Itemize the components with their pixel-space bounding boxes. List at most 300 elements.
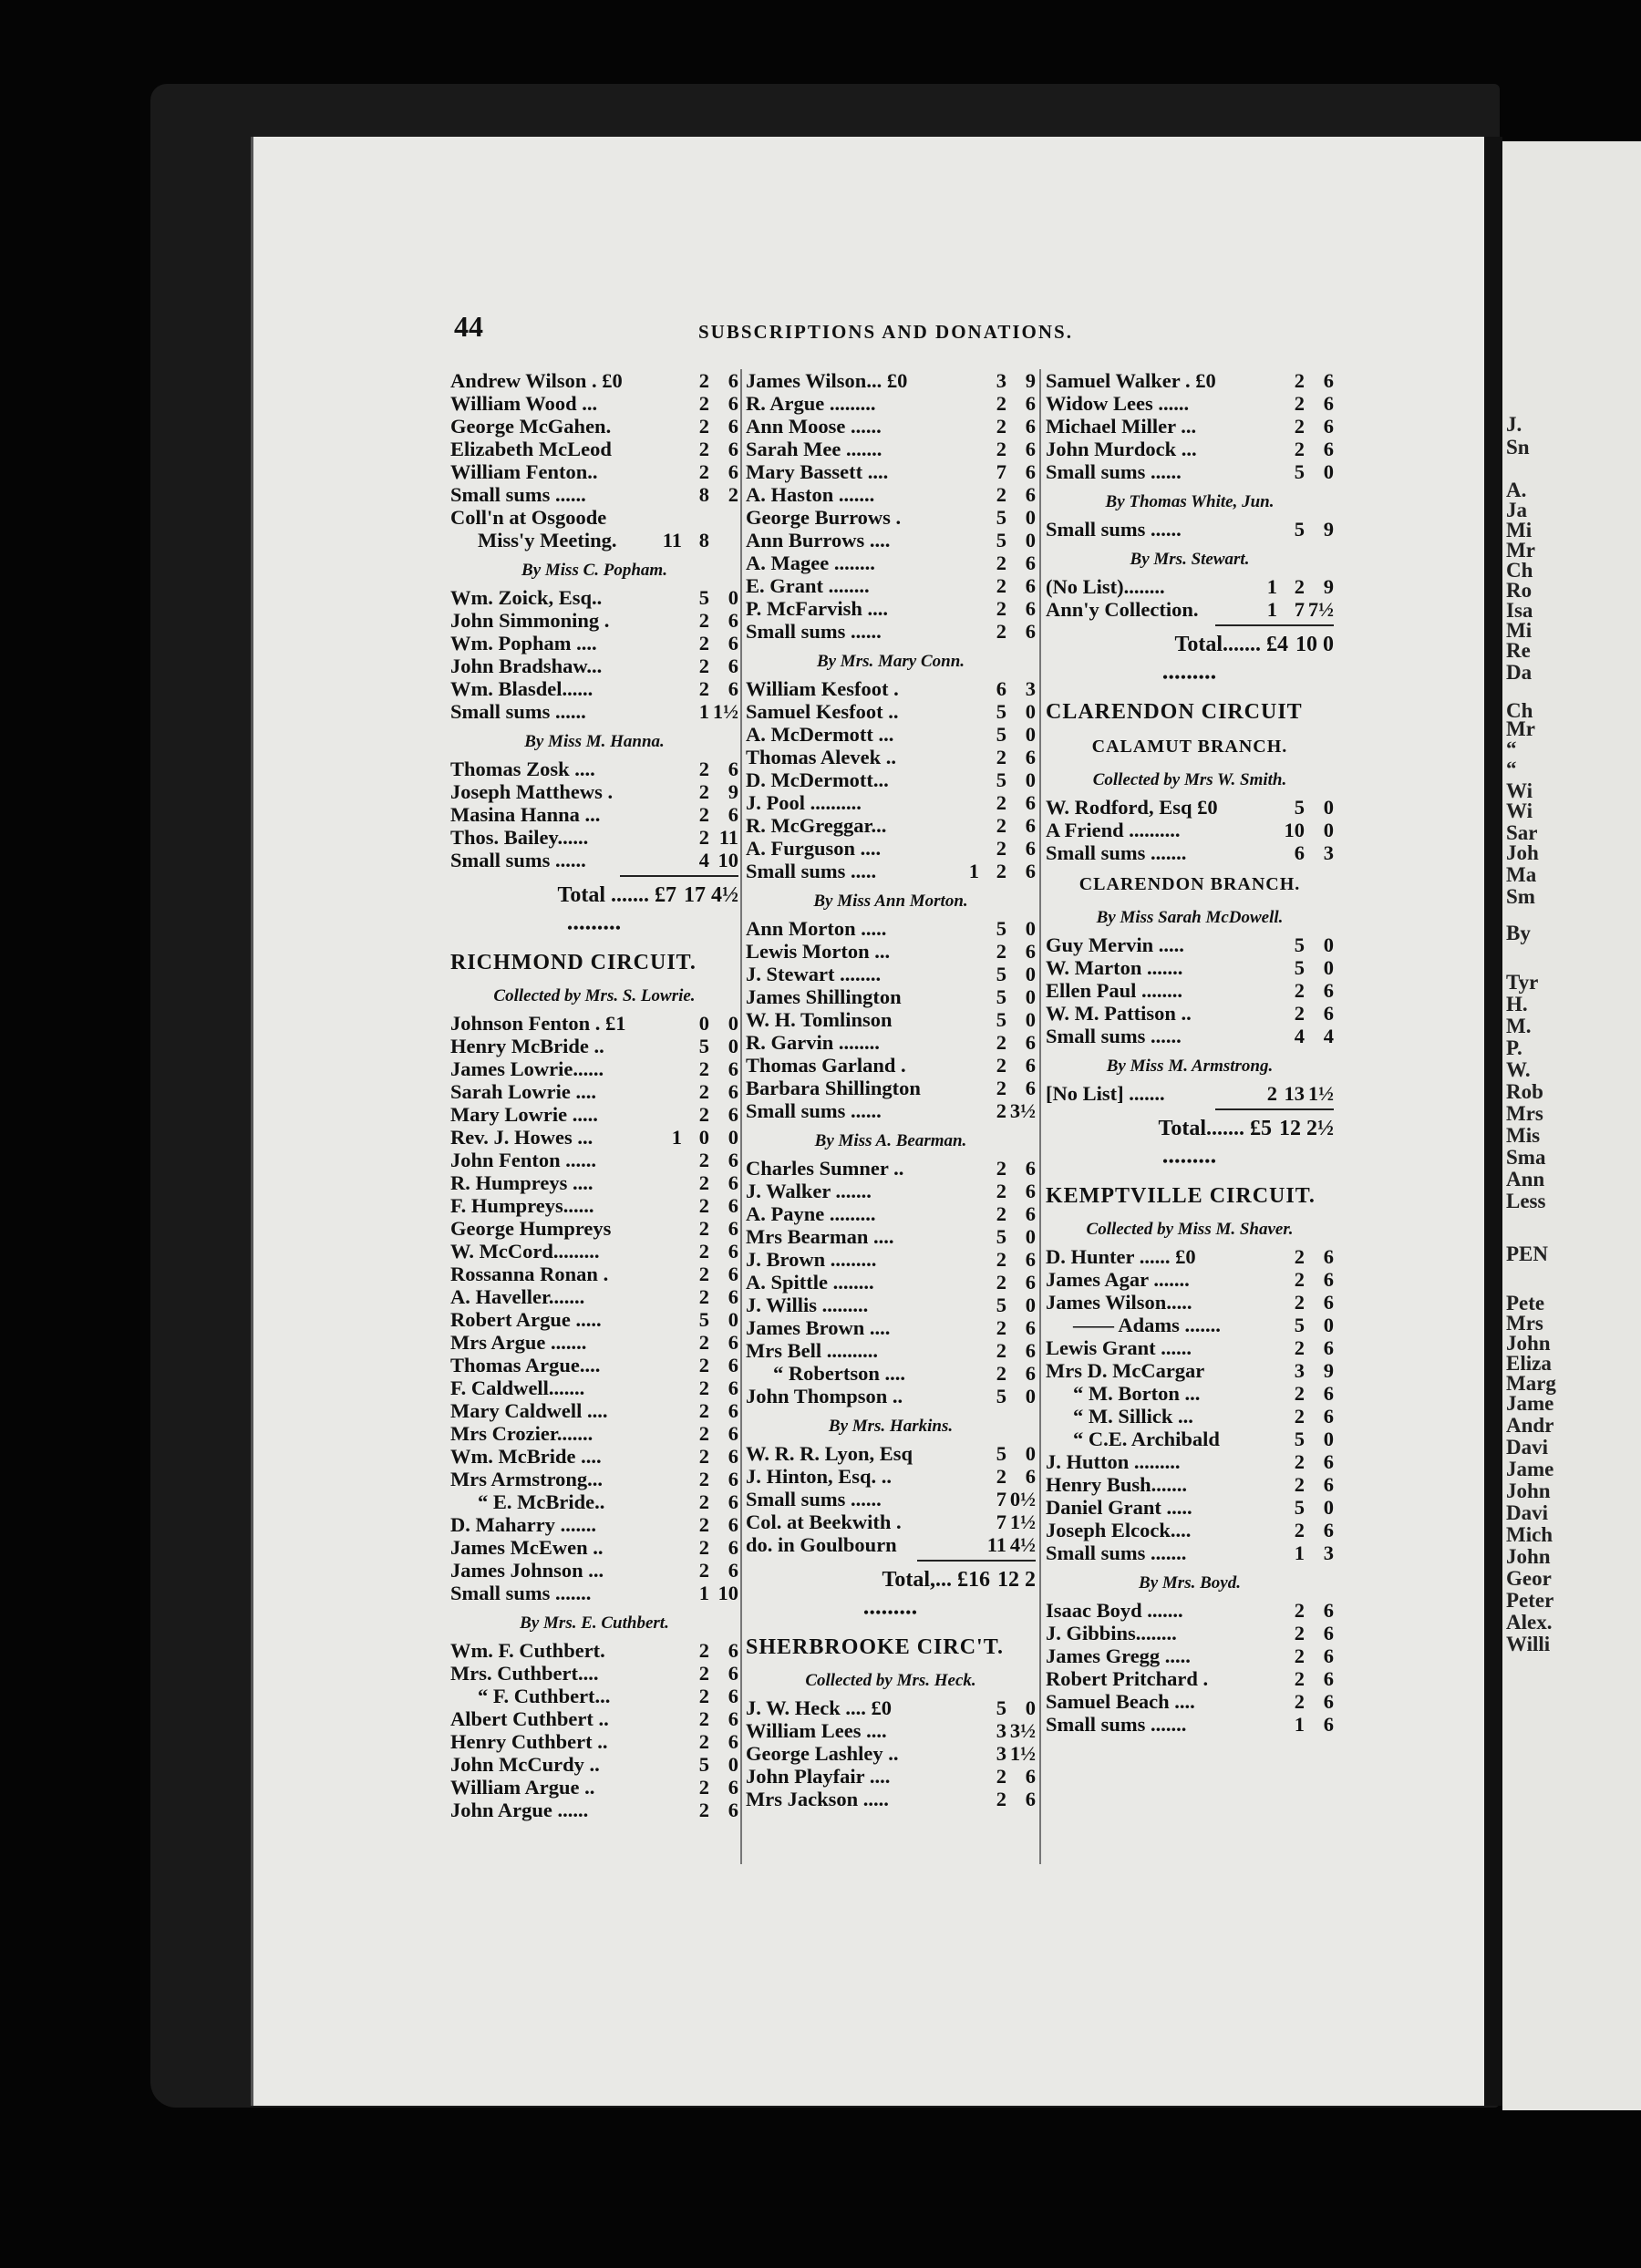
- entry-name: Thomas Alevek ..: [746, 746, 897, 768]
- amount-pence: 0: [1025, 963, 1036, 985]
- amount-pounds: [950, 552, 979, 574]
- entry-row: [450, 1513, 738, 1536]
- entry-name: Col. at Beekwith .: [746, 1510, 902, 1533]
- entry-name: Samuel Beach ....: [1046, 1690, 1195, 1713]
- entry-name: James McEwen ..: [450, 1536, 604, 1559]
- amount-pounds: [950, 1248, 979, 1271]
- amount-pence: 6: [1025, 1765, 1036, 1788]
- entry-name: Robert Pritchard .: [1046, 1667, 1209, 1690]
- amount-pence: 0: [1323, 1314, 1334, 1336]
- entry-name: J. Walker .......: [746, 1180, 872, 1202]
- entry-name: W. R. R. Lyon, Esq: [746, 1442, 913, 1465]
- entry-name: J. Brown .........: [746, 1248, 877, 1271]
- entry-row: [450, 1012, 738, 1035]
- amount-pence: 1½: [712, 700, 738, 723]
- amount-pence: 6: [1025, 1157, 1036, 1180]
- next-page-fragment: PEN: [1506, 1242, 1548, 1265]
- entry-name: Mrs D. McCargar: [1046, 1359, 1205, 1382]
- amount-pounds: [653, 1799, 682, 1821]
- amount-shillings: 2: [698, 655, 709, 677]
- amount-pence: 0: [1025, 985, 1036, 1008]
- entry-name: “ Robertson ....: [773, 1362, 905, 1385]
- amount-shillings: 7: [996, 1488, 1006, 1510]
- entry-row: [1046, 1405, 1334, 1428]
- amount-pence: 6: [728, 1331, 738, 1354]
- entry-row: [746, 506, 1036, 529]
- amount-shillings: 2: [698, 803, 709, 826]
- amount-pence: 0: [1323, 933, 1334, 956]
- amount-shillings: 2: [996, 860, 1006, 882]
- amount-pence: 6: [1323, 1690, 1334, 1713]
- amount-pence: 10: [717, 849, 738, 871]
- amount-pounds: [653, 1662, 682, 1685]
- amount-pounds: [950, 506, 979, 529]
- next-page-fragment: Willi: [1506, 1633, 1551, 1655]
- entry-row: [450, 1126, 738, 1149]
- entry-row: [450, 586, 738, 609]
- entry-name: Small sums .....: [746, 860, 877, 882]
- amount-pounds: [1248, 1541, 1277, 1564]
- entry-name: “ M. Borton ...: [1073, 1382, 1201, 1405]
- amount-shillings: 2: [698, 1662, 709, 1685]
- amount-shillings: 5: [1294, 1428, 1305, 1450]
- entry-row: [450, 460, 738, 483]
- entry-row: [450, 1331, 738, 1354]
- amount-shillings: 2: [698, 1513, 709, 1536]
- entry-row: [1046, 1382, 1334, 1405]
- total-label: Total ....... £7: [557, 883, 676, 907]
- amount-pounds: [950, 369, 979, 392]
- entry-name: J. Hutton .........: [1046, 1450, 1181, 1473]
- next-page-fragment: John: [1506, 1332, 1551, 1355]
- entry-name: Ann Morton .....: [746, 917, 887, 940]
- amount-pence: 0: [728, 586, 738, 609]
- amount-pence: 6: [728, 1776, 738, 1799]
- next-page-fragment: Davi: [1506, 1501, 1548, 1524]
- amount-pounds: [950, 1099, 979, 1122]
- amount-pounds: [950, 415, 979, 438]
- entry-name: Lewis Morton ...: [746, 940, 891, 963]
- entry-row: [1046, 598, 1334, 621]
- entry-name: William Lees ....: [746, 1719, 887, 1742]
- amount-shillings: 2: [698, 1285, 709, 1308]
- amount-shillings: 2: [1294, 1291, 1305, 1314]
- entry-name: Mrs Crozier.......: [450, 1422, 593, 1445]
- running-head: SUBSCRIPTIONS AND DONATIONS.: [698, 321, 1073, 343]
- amount-pence: 6: [1025, 483, 1036, 506]
- amount-shillings: 2: [1294, 392, 1305, 415]
- entry-name: W. M. Pattison ..: [1046, 1002, 1192, 1025]
- entry-row: [1046, 1473, 1334, 1496]
- amount-pence: 0: [1323, 460, 1334, 483]
- entry-row: [450, 1559, 738, 1582]
- entry-row: [450, 849, 738, 871]
- entry-row: [746, 791, 1036, 814]
- amount-shillings: 5: [996, 529, 1006, 552]
- amount-pence: 6: [728, 1445, 738, 1468]
- next-page-fragment: Ja: [1506, 499, 1527, 521]
- amount-shillings: 2: [996, 1788, 1006, 1810]
- amount-shillings: 2: [1294, 1644, 1305, 1667]
- amount-shillings: 1: [1294, 1541, 1305, 1564]
- amount-pence: 6: [1025, 1788, 1036, 1810]
- amount-pounds: [1248, 1002, 1277, 1025]
- entry-row: [746, 415, 1036, 438]
- amount-pence: 4½: [1009, 1533, 1036, 1556]
- next-page-fragment: Mr: [1506, 539, 1535, 562]
- amount-pounds: [950, 1362, 979, 1385]
- entry-row: [450, 609, 738, 632]
- amount-shillings: 2: [698, 758, 709, 780]
- amount-shillings: 2: [698, 460, 709, 483]
- amount-pounds: [1248, 1359, 1277, 1382]
- amount-pence: 6: [1025, 1271, 1036, 1294]
- amount-shillings: 5: [996, 700, 1006, 723]
- collector-heading: By Miss Sarah McDowell.: [1096, 908, 1284, 927]
- amount-pounds: 2: [1266, 1082, 1277, 1105]
- entry-name: P. McFarvish ....: [746, 597, 889, 620]
- entry-name: Small sums ......: [450, 849, 586, 871]
- amount-pounds: [653, 826, 682, 849]
- entry-row: [746, 1054, 1036, 1077]
- next-page-edge: [1502, 141, 1641, 2110]
- entry-row: [1046, 1268, 1334, 1291]
- entry-name: Mary Caldwell ....: [450, 1399, 608, 1422]
- next-page-fragment: Wi: [1506, 779, 1533, 802]
- entry-name: J. Gibbins........: [1046, 1622, 1177, 1644]
- entry-row: [746, 1316, 1036, 1339]
- amount-shillings: 5: [996, 1442, 1006, 1465]
- entry-row: [746, 620, 1036, 643]
- amount-pence: 0: [1025, 723, 1036, 746]
- amount-pence: 0: [1025, 1008, 1036, 1031]
- entry-name: Wm. Zoick, Esq..: [450, 586, 603, 609]
- amount-pounds: [653, 677, 682, 700]
- amount-pence: 6: [728, 1559, 738, 1582]
- amount-pence: [709, 529, 738, 552]
- entry-name: Joseph Matthews .: [450, 780, 614, 803]
- amount-shillings: 2: [996, 814, 1006, 837]
- next-page-fragment: “: [1506, 737, 1517, 760]
- entry-row: [746, 438, 1036, 460]
- next-page-fragment: A.: [1506, 479, 1527, 501]
- column-3: [1046, 369, 1334, 1736]
- entry-name: A. Magee ........: [746, 552, 875, 574]
- entry-name: James Wilson.....: [1046, 1291, 1192, 1314]
- amount-pounds: [653, 1285, 682, 1308]
- entry-name: J. Pool ..........: [746, 791, 862, 814]
- total-row: [1046, 1118, 1334, 1143]
- entry-row: [1046, 796, 1334, 819]
- entry-name: George Lashley ..: [746, 1742, 899, 1765]
- amount-shillings: 2: [996, 1157, 1006, 1180]
- collector-heading: By Mrs. Mary Conn.: [816, 652, 965, 671]
- entry-name: J. W. Heck .... £0: [746, 1696, 893, 1719]
- amount-pounds: [653, 1354, 682, 1376]
- amount-shillings: 2: [698, 1240, 709, 1263]
- entry-name: R. Argue .........: [746, 392, 876, 415]
- entry-name: Masina Hanna ...: [450, 803, 601, 826]
- entry-row: [1046, 1690, 1334, 1713]
- amount-shillings: 2: [1294, 1519, 1305, 1541]
- amount-pence: 6: [728, 1422, 738, 1445]
- amount-pence: 6: [1025, 1202, 1036, 1225]
- entry-name: Ann Burrows ....: [746, 529, 891, 552]
- entry-name: George McGahen.: [450, 415, 612, 438]
- amount-shillings: 2: [996, 483, 1006, 506]
- amount-pounds: [653, 1376, 682, 1399]
- entry-row: [746, 552, 1036, 574]
- amount-shillings: 2: [698, 392, 709, 415]
- entry-name: William Argue ..: [450, 1776, 595, 1799]
- amount-shillings: 2: [1294, 1473, 1305, 1496]
- entry-name: John Playfair ....: [746, 1765, 891, 1788]
- amount-pence: 6: [728, 438, 738, 460]
- amount-pounds: [950, 1510, 979, 1533]
- entry-row: [450, 438, 738, 460]
- entry-name: John Fenton ......: [450, 1149, 597, 1171]
- amount-pence: 10: [717, 1582, 738, 1604]
- entry-row: [1046, 415, 1334, 438]
- amount-pounds: [950, 597, 979, 620]
- next-page-fragment: Mr: [1506, 717, 1535, 740]
- entry-row: [746, 460, 1036, 483]
- amount-shillings: 5: [1294, 933, 1305, 956]
- entry-name: “ C.E. Archibald: [1073, 1428, 1220, 1450]
- amount-pence: 6: [728, 1057, 738, 1080]
- amount-pounds: [950, 483, 979, 506]
- amount-pounds: [1248, 460, 1277, 483]
- total-label: Total,... £16: [882, 1568, 990, 1592]
- entry-row: [450, 803, 738, 826]
- entry-name: John Thompson ..: [746, 1385, 903, 1407]
- amount-shillings: 5: [996, 1696, 1006, 1719]
- amount-shillings: 5: [996, 506, 1006, 529]
- amount-pounds: [653, 849, 682, 871]
- entry-row: [1046, 392, 1334, 415]
- entry-row: [1046, 1622, 1334, 1644]
- entry-name: James Gregg .....: [1046, 1644, 1191, 1667]
- ornament-divider: •••••••••: [1162, 1154, 1217, 1170]
- amount-pence: 1½: [1009, 1510, 1036, 1533]
- entry-name: “ M. Sillick ...: [1073, 1405, 1193, 1428]
- amount-pounds: [1248, 979, 1277, 1002]
- entry-row: [746, 940, 1036, 963]
- entry-name: Mrs Armstrong...: [450, 1468, 604, 1490]
- next-page-fragment: Mis: [1506, 1124, 1541, 1147]
- amount-pence: 6: [728, 1707, 738, 1730]
- amount-shillings: 8: [698, 483, 709, 506]
- collector-heading: By Mrs. Stewart.: [1130, 550, 1250, 569]
- entry-name: J. Stewart ........: [746, 963, 882, 985]
- amount-pence: 6: [1323, 979, 1334, 1002]
- collector-heading: Collected by Mrs. S. Lowrie.: [493, 986, 696, 1005]
- amount-pounds: [1248, 819, 1277, 841]
- entry-row: [450, 1399, 738, 1422]
- entry-row: [450, 1639, 738, 1662]
- entry-name: Michael Miller ...: [1046, 415, 1197, 438]
- amount-pounds: 1: [968, 860, 979, 882]
- amount-pounds: [653, 632, 682, 655]
- amount-pounds: [653, 392, 682, 415]
- entry-name: J. Willis .........: [746, 1294, 869, 1316]
- amount-pence: 6: [1323, 1713, 1334, 1736]
- amount-pounds: [1248, 841, 1277, 864]
- amount-pence: 0: [728, 1308, 738, 1331]
- amount-pence: 0: [1323, 956, 1334, 979]
- next-page-fragment: Mrs: [1506, 1312, 1543, 1335]
- next-page-fragment: Pete: [1506, 1292, 1545, 1314]
- entry-row: [746, 1294, 1036, 1316]
- amount-pence: 0: [1323, 796, 1334, 819]
- next-page-fragment: P.: [1506, 1036, 1522, 1059]
- amount-pounds: [653, 1707, 682, 1730]
- entry-row: [450, 1035, 738, 1057]
- next-page-fragment: Isa: [1506, 599, 1533, 622]
- amount-pence: 6: [1025, 574, 1036, 597]
- amount-pounds: [1248, 1473, 1277, 1496]
- entry-row: [746, 677, 1036, 700]
- amount-pence: 6: [728, 1354, 738, 1376]
- amount-pence: 6: [1025, 814, 1036, 837]
- amount-shillings: 2: [698, 1559, 709, 1582]
- amount-pounds: [1248, 1519, 1277, 1541]
- amount-pounds: [653, 1308, 682, 1331]
- amount-pounds: [653, 1171, 682, 1194]
- entry-row: [746, 700, 1036, 723]
- entry-name: John Simmoning .: [450, 609, 610, 632]
- amount-shillings: 2: [698, 1171, 709, 1194]
- amount-pence: 6: [1323, 1644, 1334, 1667]
- amount-shillings: 2: [1294, 1268, 1305, 1291]
- amount-shillings: 13: [1284, 1082, 1305, 1105]
- amount-pounds: [950, 1316, 979, 1339]
- entry-name: Miss'y Meeting.: [478, 529, 617, 552]
- amount-pence: 6: [728, 803, 738, 826]
- amount-pounds: [1248, 1644, 1277, 1667]
- amount-pence: 6: [728, 655, 738, 677]
- entry-name: William Wood ...: [450, 392, 598, 415]
- amount-pounds: [950, 1742, 979, 1765]
- amount-shillings: 2: [996, 1054, 1006, 1077]
- next-page-fragment: Mrs: [1506, 1102, 1543, 1125]
- collector-heading: Collected by Miss M. Shaver.: [1086, 1220, 1294, 1239]
- entry-name: Andrew Wilson . £0: [450, 369, 623, 392]
- amount-pence: 6: [728, 1490, 738, 1513]
- entry-row: [746, 1077, 1036, 1099]
- entry-row: [746, 392, 1036, 415]
- entry-name: John Murdock ...: [1046, 438, 1197, 460]
- entry-row: [746, 837, 1036, 860]
- entry-row: [450, 1662, 738, 1685]
- entry-row: [1046, 1245, 1334, 1268]
- next-page-fragment: Andr: [1506, 1414, 1554, 1437]
- amount-shillings: 5: [698, 1308, 709, 1331]
- entry-name: Wm. F. Cuthbert.: [450, 1639, 605, 1662]
- entry-row: [746, 1765, 1036, 1788]
- entry-name: R. McGreggar...: [746, 814, 887, 837]
- amount-shillings: 2: [996, 791, 1006, 814]
- entry-row: [450, 392, 738, 415]
- amount-pence: 9: [1323, 575, 1334, 598]
- next-page-fragment: Mi: [1506, 519, 1533, 541]
- amount-pence: 3: [1025, 677, 1036, 700]
- next-page-fragment: Ro: [1506, 579, 1533, 602]
- amount-pence: 6: [1025, 620, 1036, 643]
- amount-pence: 6: [728, 1217, 738, 1240]
- ornament-divider: •••••••••: [863, 1605, 918, 1621]
- amount-pounds: [653, 1536, 682, 1559]
- amount-shillings: 2: [698, 415, 709, 438]
- entry-row: [746, 1488, 1036, 1510]
- next-page-fragment: Less: [1506, 1190, 1546, 1212]
- amount-pounds: 1: [1266, 598, 1277, 621]
- entry-row: [1046, 1519, 1334, 1541]
- amount-pence: 6: [1323, 1245, 1334, 1268]
- amount-shillings: 2: [698, 1445, 709, 1468]
- amount-pounds: [950, 1765, 979, 1788]
- amount-shillings: 5: [1294, 1314, 1305, 1336]
- amount-pounds: [950, 1465, 979, 1488]
- amount-shillings: 5: [996, 963, 1006, 985]
- entry-row: [746, 1696, 1036, 1719]
- circuit-heading: CLARENDON CIRCUIT: [1046, 700, 1303, 724]
- amount-pence: 1½: [1009, 1742, 1036, 1765]
- entry-row: [746, 483, 1036, 506]
- amount-pence: 2: [728, 483, 738, 506]
- amount-pounds: [950, 392, 979, 415]
- amount-shillings: 2: [996, 746, 1006, 768]
- entry-name: W. Marton .......: [1046, 956, 1183, 979]
- entry-row: [746, 814, 1036, 837]
- entry-name: James Lowrie......: [450, 1057, 604, 1080]
- amount-shillings: 2: [1294, 369, 1305, 392]
- total-row: [746, 1569, 1036, 1594]
- amount-pence: 1½: [1307, 1082, 1334, 1105]
- amount-pence: 0: [1025, 1442, 1036, 1465]
- amount-shillings: 2: [996, 1248, 1006, 1271]
- amount-pence: 3: [1323, 1541, 1334, 1564]
- amount-pence: 6: [1025, 597, 1036, 620]
- entry-row: [450, 1468, 738, 1490]
- circuit-heading: RICHMOND CIRCUIT.: [450, 951, 697, 974]
- entry-row: [450, 700, 738, 723]
- amount-pence: 0: [1025, 529, 1036, 552]
- next-page-fragment: Ann: [1506, 1168, 1545, 1191]
- entry-name: Rossanna Ronan .: [450, 1263, 609, 1285]
- amount-shillings: 3: [996, 369, 1006, 392]
- amount-shillings: 5: [996, 917, 1006, 940]
- amount-pounds: [1248, 1382, 1277, 1405]
- amount-pence: 6: [1025, 1316, 1036, 1339]
- entry-name: Small sums ......: [746, 620, 882, 643]
- ornament-divider: •••••••••: [567, 921, 622, 936]
- amount-pence: 6: [1323, 1667, 1334, 1690]
- amount-shillings: 5: [698, 1753, 709, 1776]
- entry-row: [1046, 933, 1334, 956]
- amount-shillings: 2: [698, 1263, 709, 1285]
- amount-pounds: [653, 1217, 682, 1240]
- next-page-fragment: Rob: [1506, 1080, 1543, 1103]
- total-rule: [917, 1560, 1036, 1562]
- entry-name: John Bradshaw...: [450, 655, 603, 677]
- amount-pounds: [950, 837, 979, 860]
- entry-row: [450, 1171, 738, 1194]
- amount-shillings: 2: [996, 574, 1006, 597]
- amount-shillings: 2: [996, 552, 1006, 574]
- amount-pence: 6: [728, 1730, 738, 1753]
- amount-pence: 6: [1323, 1405, 1334, 1428]
